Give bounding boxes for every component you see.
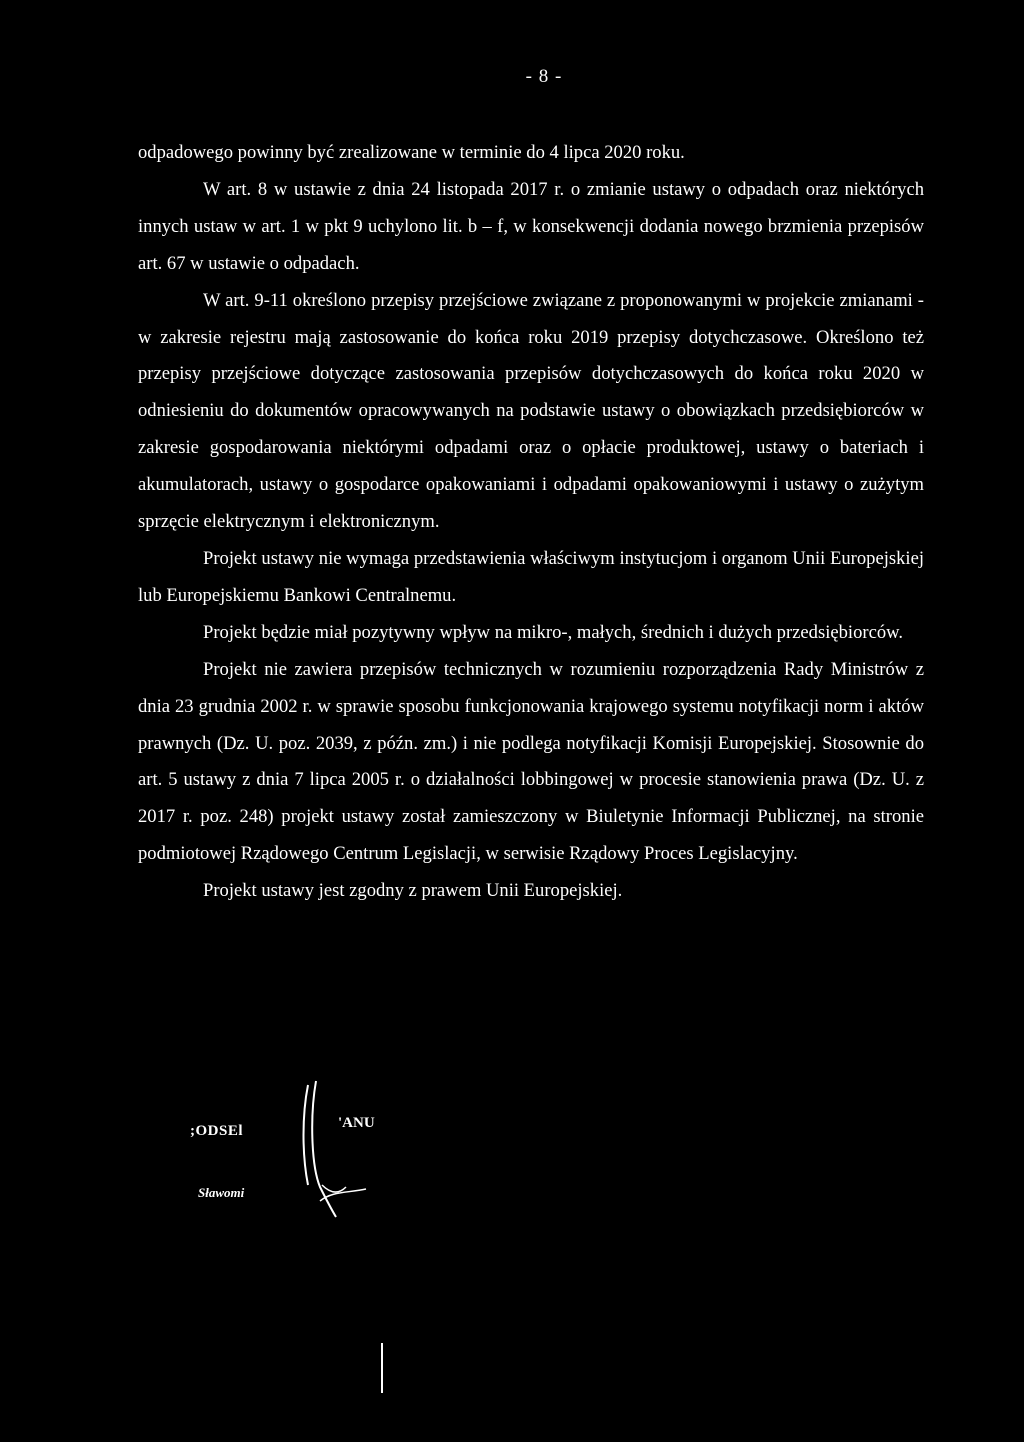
stamp-text-right: 'ANU [338, 1115, 375, 1131]
document-body [138, 135, 924, 910]
paragraph: Projekt ustawy nie wymaga przedstawienia właściwym instytucjom i organom Unii Europejskiej lub Europejskiemu Bankowi Centralnemu. [138, 547, 924, 606]
paragraph: odpadowego powinny być zrealizowane w terminie do 4 lipca 2020 roku. [138, 142, 685, 163]
paragraph: Projekt nie zawiera przepisów technicznych w rozumieniu rozporządzenia Rady Ministrów z dnia 23 grudnia 2002 r. w sprawie sposobu funkcjonowania krajowego systemu notyfikacji norm i aktów prawnych (Dz. U. poz. 2039, z późn. zm.) i nie podlega notyfikacji Komisji Europejskiej. Stosownie do art. 5 ustawy z dnia 7 lipca 2005 r. o działalności lobbingowej w procesie stanowienia prawa (Dz. U. z 2017 r. poz. 248) projekt ustawy został zamieszczony w Biuletynie Informacji Publicznej, na stronie podmiotowej Rządowego Centrum Legislacji, w serwisie Rządowy Proces Legislacyjny. [138, 658, 924, 865]
paragraph: W art. 9-11 określono przepisy przejściowe związane z proponowanymi w projekcie zmianami - w zakresie rejestru mają zastosowanie do końca roku 2019 przepisy dotychczasowe. Określono też przepisy przejściowe dotyczące zastosowania przepisów dotychczasowych do końca roku 2020 w odniesieniu do dokumentów opracowywanych na podstawie ustawy o obowiązkach przedsiębiorców w zakresie gospodarowania niektórymi odpadami oraz o opłacie produktowej, ustawy o bateriach i akumulatorach, ustawy o gospodarce opakowaniami i odpadami opakowaniowymi i ustawy o zużytym sprzęcie elektrycznym i elektronicznym. [138, 289, 924, 533]
stamp-name: Sławomi [198, 1185, 245, 1200]
stamp-text-left: ;ODSEl [190, 1123, 244, 1139]
paragraph: Projekt ustawy jest zgodny z prawem Unii Europejskiej. [203, 880, 623, 902]
paragraph: Projekt będzie miał pozytywny wpływ na mikro-, małych, średnich i dużych przedsiębiorców. [203, 621, 903, 643]
page-number: - 8 - [525, 66, 563, 87]
handwritten-signature [180, 1075, 410, 1235]
paragraph: W art. 8 w ustawie z dnia 24 listopada 2017 r. o zmianie ustawy o odpadach oraz niektórych innych ustaw w art. 1 w pkt 9 uchylono lit. b – f, w konsekwencji dodania nowego brzmienia przepisów art. 67 w ustawie o odpadach. [138, 178, 924, 274]
signature-stamp [180, 1075, 410, 1235]
scan-mark [380, 1343, 384, 1393]
